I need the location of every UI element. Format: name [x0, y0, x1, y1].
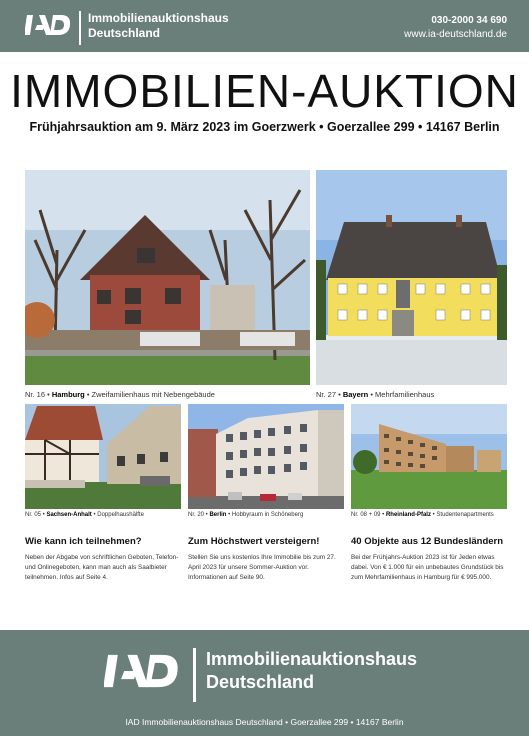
photo-bayern: [316, 170, 507, 385]
caption-number: Nr. 16 •: [25, 390, 52, 399]
footer-brand-line1: Immobilienauktionshaus: [206, 649, 418, 669]
info-heading: Wie kann ich teilnehmen?: [25, 536, 142, 547]
caption-number: Nr. 27 •: [316, 390, 343, 399]
caption-city: Sachsen-Anhalt: [46, 512, 92, 518]
caption-city: Bayern: [342, 390, 369, 399]
footer-brand: [206, 648, 417, 694]
info-text: Neben der Abgabe von schriftlichen Geboten, Telefon- und Onlinegeboten, kann man auch als Saalbieter teilnehmen. Infos auf Seite 4.: [25, 554, 179, 581]
info-sell: [188, 536, 344, 583]
info-text: Bei der Frühjahrs-Auktion 2023 ist für Jeden etwas dabei. Von € 1.000 für ein unbebautes Grundstück bis zum Mehrfamilienhaus in Hamburg für € 995.000.: [351, 554, 504, 581]
caption-type: • Zweifamilienhaus mit Nebengebäude: [84, 390, 215, 399]
header-divider: [79, 11, 81, 45]
page-title: IMMOBILIEN-AUKTION: [10, 65, 519, 117]
caption-number: Nr. 20 •: [188, 512, 210, 518]
photo-berlin: [188, 404, 344, 509]
header-website[interactable]: www.ia-deutschland.de: [404, 29, 507, 40]
info-participate: [25, 536, 181, 583]
caption-sachsen-anhalt: [25, 512, 144, 518]
caption-type: • Doppelhaushälfte: [91, 512, 144, 518]
footer-address: IAD Immobilienauktionshaus Deutschland • Goerzallee 299 • 14167 Berlin: [125, 717, 404, 727]
caption-type: • Hobbyraum in Schöneberg: [226, 512, 304, 518]
caption-type: • Mehrfamilienhaus: [368, 390, 435, 399]
header-bar: [0, 0, 529, 52]
header-brand-line1: Immobilienauktionshaus: [88, 11, 229, 25]
footer-brand-line2: Deutschland: [206, 672, 315, 692]
info-text: Stellen Sie uns kostenlos Ihre Immobilie bis zum 27. April 2023 für unsere Sommer-Auktion vor. Informationen auf Seite 90.: [188, 554, 336, 581]
caption-city: Berlin: [209, 512, 227, 518]
iad-logo-icon: [25, 12, 71, 38]
caption-city: Hamburg: [51, 390, 85, 399]
page-subtitle: Frühjahrsauktion am 9. März 2023 im Goerzwerk • Goerzallee 299 • 14167 Berlin: [29, 120, 500, 134]
info-heading: Zum Höchstwert versteigern!: [188, 536, 320, 547]
caption-type: • Studentenapartments: [430, 512, 494, 518]
caption-hamburg: [25, 390, 215, 399]
header-brand: [88, 11, 229, 41]
header-contact: [404, 14, 507, 42]
iad-logo-icon: [104, 650, 180, 692]
caption-city: Rheinland-Pfalz: [385, 512, 431, 518]
caption-berlin: [188, 512, 303, 518]
info-objects: [351, 536, 507, 583]
header-phone[interactable]: 030-2000 34 690: [431, 15, 507, 26]
caption-bayern: [316, 390, 434, 399]
header-brand-line2: Deutschland: [88, 26, 161, 40]
footer-bar: [0, 630, 529, 736]
photo-rheinland-pfalz: [351, 404, 507, 509]
caption-rheinland-pfalz: [351, 512, 494, 518]
caption-number: Nr. 08 + 09 •: [351, 512, 386, 518]
caption-number: Nr. 05 •: [25, 512, 47, 518]
info-heading: 40 Objekte aus 12 Bundesländern: [351, 536, 504, 547]
photo-sachsen-anhalt: [25, 404, 181, 509]
photo-hamburg: [25, 170, 310, 385]
footer-divider: [193, 648, 196, 702]
